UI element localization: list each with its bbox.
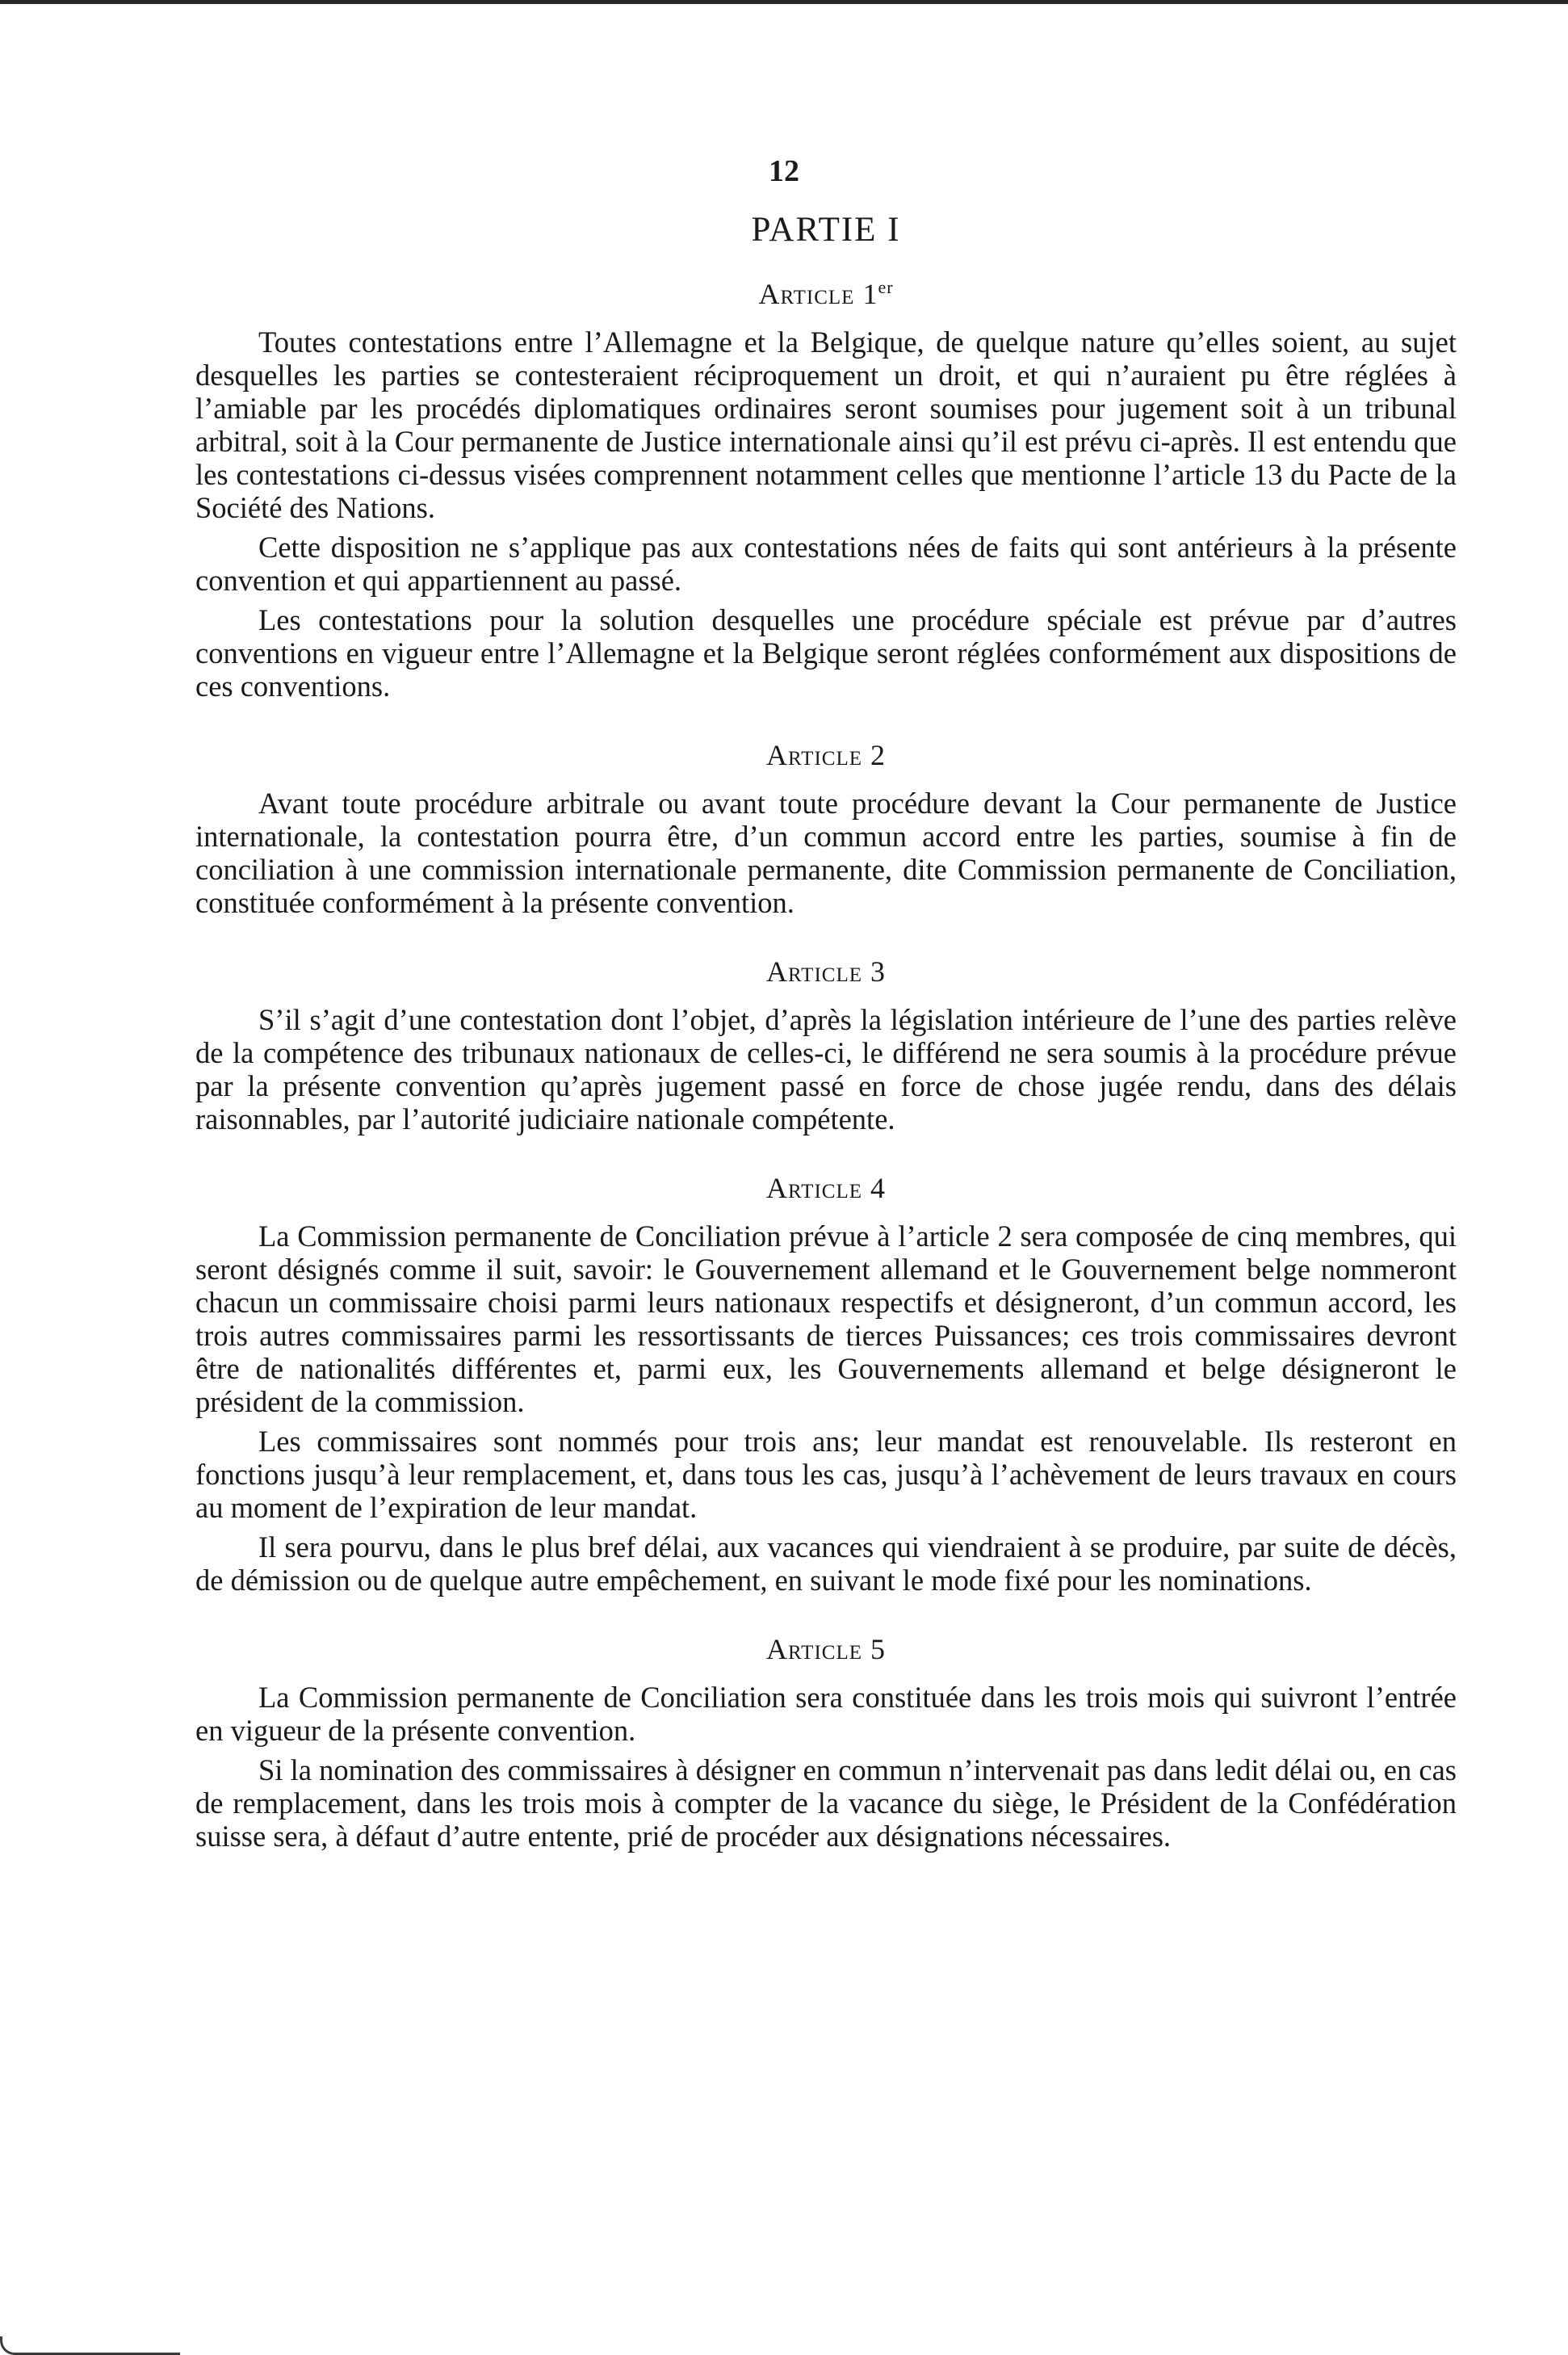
document-body <box>195 210 1457 1888</box>
article-paragraph: S’il s’agit d’une contestation dont l’objet, d’après la législation intérieure de l’une des parties relève de la compétence des tribunaux nationaux de celles-ci, le différend ne sera soumis à la procédure prévue par la présente convention qu’après jugement passé en force de chose jugée rendu, dans des délais raisonnables, par l’autorité judiciaire nationale compétente. <box>195 1003 1457 1136</box>
article-3 <box>195 955 1457 1136</box>
article-1 <box>195 277 1457 703</box>
article-paragraph: La Commission permanente de Conciliation prévue à l’article 2 sera composée de cinq membres, qui seront désignés comme il suit, savoir: le Gouvernement allemand et le Gouvernement belge nommeront chacun un commissaire choisi parmi leurs nationaux respectifs et désigneront, d’un commun accord, les trois autres commissaires parmi les ressortissants de tierces Puissances; ces trois commissaires devront être de nationalités différentes et, parmi eux, les Gouvernements allemand et belge désigneront le président de la commission. <box>195 1219 1457 1418</box>
part-title: PARTIE I <box>751 211 901 249</box>
article-paragraph: Si la nomination des commissaires à désigner en commun n’intervenait pas dans ledit délai ou, en cas de remplacement, dans les trois mois à compter de la vacance du siège, le Président de la Confédération suisse sera, à défaut d’autre entente, prié de procéder aux désignations nécessaires. <box>195 1753 1457 1853</box>
article-paragraph: La Commission permanente de Conciliation sera constituée dans les trois mois qui suivront l’entrée en vigueur de la présente convention. <box>195 1681 1457 1747</box>
article-paragraph: Cette disposition ne s’applique pas aux contestations nées de faits qui sont antérieurs à la présente convention et qui appartiennent au passé. <box>195 531 1457 597</box>
article-heading-text: Article 1 <box>758 278 878 310</box>
article-2 <box>195 738 1457 919</box>
top-border-rule <box>0 0 1568 4</box>
page-number: 12 <box>769 154 799 188</box>
article-heading: Article 2 <box>766 739 886 771</box>
article-paragraph: Les commissaires sont nommés pour trois ans; leur mandat est renouvelable. Ils resteront en fonctions jusqu’à leur remplacement, et, dans tous les cas, jusqu’à l’achèvement de leurs travaux en cours au moment de l’expiration de leur mandat. <box>195 1425 1457 1524</box>
scan-corner-mark <box>0 2336 180 2355</box>
article-heading: Article 4 <box>766 1172 886 1204</box>
article-paragraph: Les contestations pour la solution desquelles une procédure spéciale est prévue par d’autres conventions en vigueur entre l’Allemagne et la Belgique seront réglées conformément aux dispositions de ces conventions. <box>195 603 1457 703</box>
article-paragraph: Avant toute procédure arbitrale ou avant toute procédure devant la Cour permanente de Justice internationale, la contestation pourra être, d’un commun accord entre les parties, soumise à fin de conciliation à une commission internationale permanente, dite Commission permanente de Conciliation, constituée conformément à la présente convention. <box>195 787 1457 919</box>
article-paragraph: Il sera pourvu, dans le plus bref délai, aux vacances qui viendraient à se produire, par suite de décès, de démission ou de quelque autre empêchement, en suivant le mode fixé pour les nominations. <box>195 1530 1457 1597</box>
article-heading-superscript: er <box>878 277 894 297</box>
article-heading: Article 3 <box>766 955 886 988</box>
article-4 <box>195 1171 1457 1597</box>
article-5 <box>195 1632 1457 1853</box>
article-heading <box>195 277 1457 311</box>
article-heading: Article 5 <box>766 1633 886 1665</box>
article-paragraph: Toutes contestations entre l’Allemagne et la Belgique, de quelque nature qu’elles soient, au sujet desquelles les parties se contesteraient réciproquement un droit, et qui n’auraient pu être réglées à l’amiable par les procédés diplomatiques ordinaires seront soumises pour jugement soit à un tribunal arbitral, soit à la Cour permanente de Justice internationale ainsi qu’il est prévu ci-après. Il est entendu que les contestations ci-dessus visées comprennent notamment celles que mentionne l’article 13 du Pacte de la Société des Nations. <box>195 325 1457 524</box>
